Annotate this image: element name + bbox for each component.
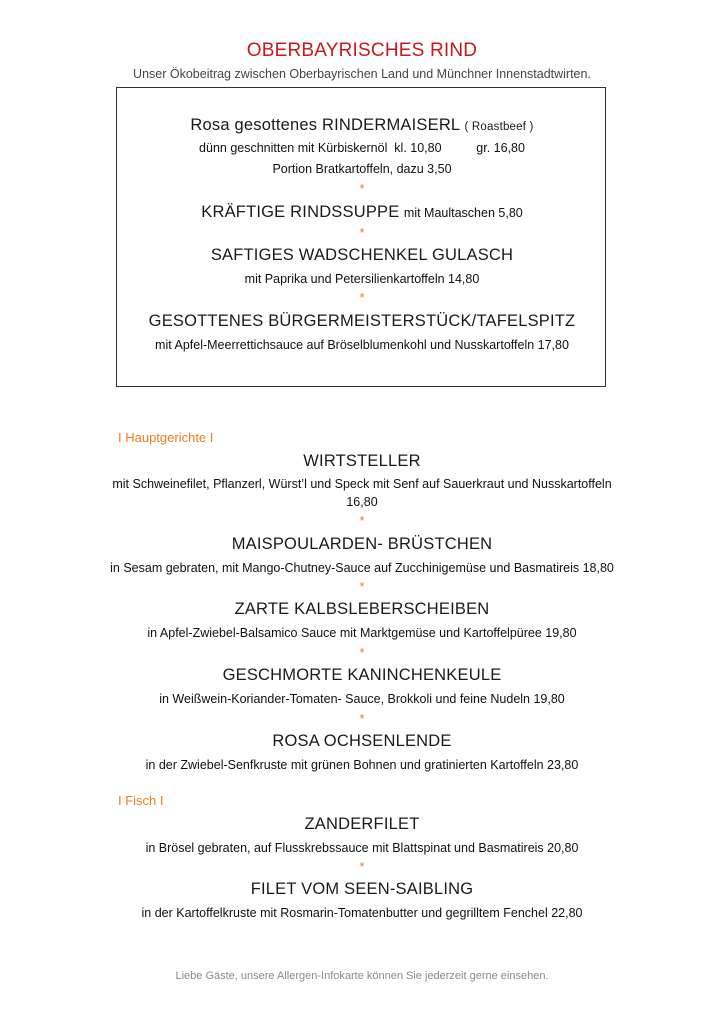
menu-item-desc: in der Kartoffelkruste mit Rosmarin-Tomatenbutter und gegrilltem Fenchel 22,80 [141, 906, 583, 920]
separator-star: * [359, 225, 365, 240]
menu-item-name: ROSA OCHSENLENDE [272, 732, 452, 750]
allergen-footer-note: Liebe Gäste, unsere Allergen-Infokarte können Sie jederzeit gerne einsehen. [175, 970, 549, 982]
section-heading-hauptgerichte: I Hauptgerichte I [118, 430, 214, 445]
menu-item-name: FILET VOM SEEN-SAIBLING [250, 880, 474, 898]
menu-item-name: ZARTE KALBSLEBERSCHEIBEN [234, 600, 490, 618]
page-subtitle: Unser Ökobeitrag zwischen Oberbayrischen Land und Münchner Innenstadtwirten. [133, 67, 591, 81]
menu-item-desc: in Apfel-Zwiebel-Balsamico Sauce mit Marktgemüse und Kartoffelpüree 19,80 [147, 626, 577, 640]
menu-item-name: GESCHMORTE KANINCHENKEULE [222, 666, 502, 684]
featured-item-rindermaiserl-title [0, 116, 724, 135]
separator-star: * [359, 513, 365, 528]
menu-item-desc: in Sesam gebraten, mit Mango-Chutney-Sauce auf Zucchinigemüse und Basmatireis 18,80 [110, 561, 614, 575]
separator-star: * [359, 181, 365, 196]
featured-item-rindermaiserl-side: Portion Bratkartoffeln, dazu 3,50 [272, 162, 452, 176]
menu-item-desc: in Weißwein-Koriander-Tomaten- Sauce, Brokkoli und feine Nudeln 19,80 [159, 692, 565, 706]
featured-item-rindermaiserl-note: ( Roastbeef ) [464, 121, 534, 133]
featured-item-tafelspitz-name: GESOTTENES BÜRGERMEISTERSTÜCK/TAFELSPITZ [148, 312, 576, 330]
featured-item-rindssuppe [0, 203, 724, 222]
featured-item-rindermaiserl-name: Rosa gesottenes RINDERMAISERL [190, 116, 460, 134]
featured-item-gulasch-desc: mit Paprika und Petersilienkartoffeln 14,80 [244, 272, 480, 286]
menu-item-price: 16,80 [346, 495, 378, 509]
separator-star: * [359, 579, 365, 594]
menu-item-name: MAISPOULARDEN- BRÜSTCHEN [231, 535, 493, 553]
separator-star: * [359, 711, 365, 726]
menu-item-name: WIRTSTELLER [303, 452, 421, 470]
separator-star: * [359, 859, 365, 874]
page-title: OBERBAYRISCHES RIND [246, 40, 478, 61]
featured-item-gulasch-name: SAFTIGES WADSCHENKEL GULASCH [210, 246, 514, 264]
featured-item-rindssuppe-desc: mit Maultaschen 5,80 [403, 206, 523, 220]
featured-item-tafelspitz-desc: mit Apfel-Meerrettichsauce auf Bröselblumenkohl und Nusskartoffeln 17,80 [155, 338, 569, 352]
featured-item-rindssuppe-name: KRÄFTIGE RINDSSUPPE [201, 203, 400, 221]
featured-item-rindermaiserl-desc: dünn geschnitten mit Kürbiskernöl kl. 10,80 gr. 16,80 [199, 141, 525, 155]
menu-item-desc: in der Zwiebel-Senfkruste mit grünen Bohnen und gratinierten Kartoffeln 23,80 [145, 758, 579, 772]
section-heading-fisch: I Fisch I [118, 793, 164, 808]
separator-star: * [359, 290, 365, 305]
menu-item-name: ZANDERFILET [304, 815, 420, 833]
menu-item-desc: mit Schweinefilet, Pflanzerl, Würst’l und Speck mit Senf auf Sauerkraut und Nusskartoffeln [112, 477, 612, 491]
menu-item-desc: in Brösel gebraten, auf Flusskrebssauce mit Blattspinat und Basmatireis 20,80 [145, 841, 579, 855]
separator-star: * [359, 645, 365, 660]
